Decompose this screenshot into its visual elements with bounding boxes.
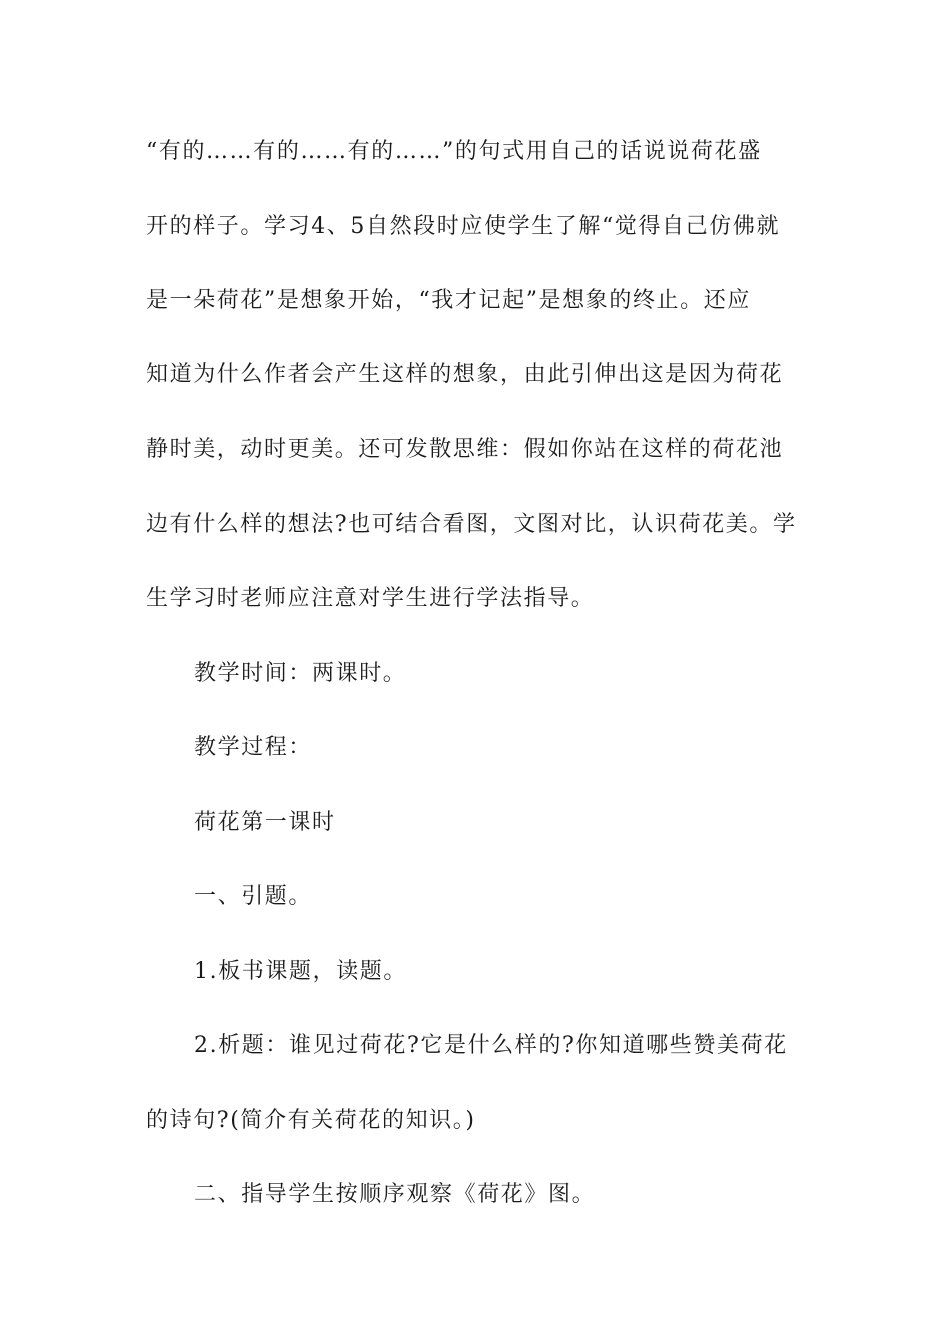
- paragraph-line-6: 边有什么样的想法?也可结合看图，文图对比，认识荷花美。学: [146, 512, 797, 537]
- step-1: 1.板书课题，读题。: [194, 959, 407, 984]
- paragraph-line-3: 是一朵荷花”是想象开始，“我才记起”是想象的终止。还应: [146, 288, 751, 313]
- section-heading-1: 一、引题。: [194, 884, 313, 909]
- paragraph-line-1: “有的……有的……有的……”的句式用自己的话说说荷花盛: [146, 139, 762, 164]
- paragraph-line-7: 生学习时老师应注意对学生进行学法指导。: [146, 586, 595, 611]
- teaching-process-heading: 教学过程：: [194, 735, 313, 760]
- section-heading-2: 二、指导学生按顺序观察《荷花》图。: [194, 1182, 596, 1207]
- paragraph-line-5: 静时美，动时更美。还可发散思维：假如你站在这样的荷花池: [146, 437, 784, 462]
- teaching-time: 教学时间：两课时。: [194, 661, 407, 686]
- paragraph-line-2: 开的样子。学习4、5自然段时应使学生了解“觉得自己仿佛就: [146, 214, 781, 239]
- step-2-continued: 的诗句?(简介有关荷花的知识。): [146, 1108, 476, 1133]
- step-2: 2.析题：谁见过荷花?它是什么样的?你知道哪些赞美荷花: [194, 1033, 788, 1058]
- lesson-title: 荷花第一课时: [194, 810, 336, 835]
- paragraph-line-4: 知道为什么作者会产生这样的想象，由此引伸出这是因为荷花: [146, 362, 784, 387]
